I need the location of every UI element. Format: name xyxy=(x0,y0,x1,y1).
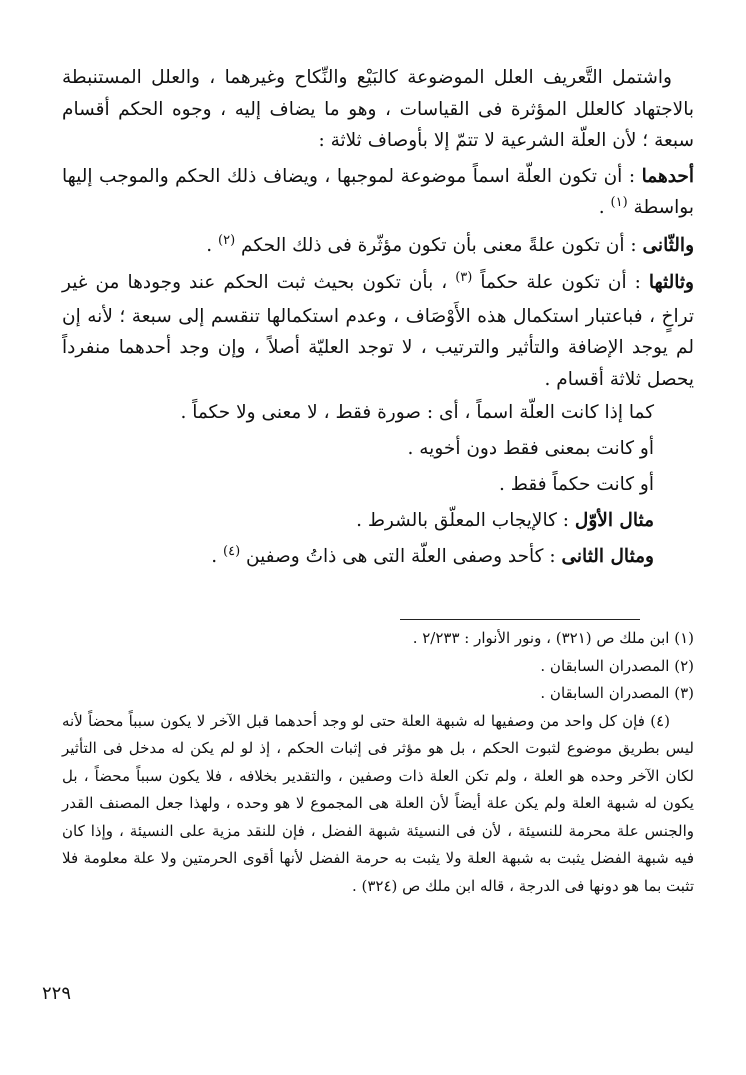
footnote-3: (٣) المصدران السابقان . xyxy=(540,684,694,702)
second-example-text: : كأحد وصفى العلّة التى هى ذاتُ وصفين xyxy=(240,546,562,567)
footnote-separator xyxy=(400,619,640,620)
footnote-1: (١) ابن ملك ص (٣٢١) ، ونور الأنوار : ٢/٢٣٣ . xyxy=(412,629,694,647)
third-condition-text-a: : أن تكون علة حكماً xyxy=(472,272,649,293)
example-line-1: كما إذا كانت العلّة اسماً ، أى : صورة فقط ، لا معنى ولا حكماً . xyxy=(180,402,654,423)
footnote-ref-4[interactable]: (٤) xyxy=(223,544,241,559)
page-number: ٢٢٩ xyxy=(42,983,72,1004)
footnote-ref-3[interactable]: (٣) xyxy=(455,270,473,285)
first-condition-term: أحدهما xyxy=(641,165,694,187)
second-example-end: . xyxy=(211,546,223,567)
second-condition-paragraph xyxy=(62,230,694,264)
second-condition-end: . xyxy=(206,234,219,256)
first-example-term: مثال الأوّل xyxy=(574,510,654,531)
first-condition-end: . xyxy=(598,197,611,218)
example-line-2: أو كانت بمعنى فقط دون أخويه . xyxy=(407,438,654,459)
second-example-term: ومثال الثانى xyxy=(561,546,654,567)
footnote-4: (٤) فإن كل واحد من وصفيها له شبهة العلة حتى لو وجد أحدهما قبل الآخر لا يكون سبباً محضاً لأنه ليس بطريق موضوع لثبوت الحكم ، بل هو مؤثر فى إثبات الحكم ، إذ لو لم يكن له مدخل فى التأثير لكان الآخر وحده هو العلة ، ولم تكن العلة ذات وصفين ، والتقدير بخلافه ، فلا يكون سبباً محضاً ، بل يكون له شبهة العلة ولم يكن علة أيضاً لأن العلة هى المجموع لا هو وحده ، ولهذا جعل المصنف القدر والجنس علة محرمة للنسيئة ، لأن فى النسيئة شبهة الفضل ، فإن للنقد مزية على النسيئة ، وإذا كان فيه شبهة الفضل يثبت به شبهة العلة ولا يثبت به حرمة الفضل لأنها أقوى الحرمتين ولا علة معلومة فلا تثبت بما هو دونها فى الدرجة ، قاله ابن ملك ص (٣٢٤) . xyxy=(62,711,694,895)
first-example-text: : كالإيجاب المعلّق بالشرط . xyxy=(356,510,575,531)
first-condition-paragraph xyxy=(62,161,694,226)
footnotes-section xyxy=(62,625,694,900)
second-condition-term: والثّانى xyxy=(642,234,694,256)
second-condition-text: : أن تكون علةً معنى بأن تكون مؤثّرة فى ذلك الحكم xyxy=(235,234,643,256)
example-line-3: أو كانت حكماً فقط . xyxy=(499,474,654,495)
first-example-line xyxy=(62,503,694,539)
third-condition-paragraph xyxy=(62,267,694,395)
first-condition-text: : أن تكون العلّة اسماً موضوعة لموجبها ، ويضاف ذلك الحكم والموجب إليها بواسطة xyxy=(62,165,694,218)
footnote-ref-1[interactable]: (١) xyxy=(610,195,628,210)
third-condition-text-b: ، بأن تكون بحيث ثبت الحكم عند وجودها من غير تراخٍ ، فباعتبار استكمال هذه الأَوْصَاف ، وعدم استكمالها تنقسم إلى سبعة ؛ لأنه إن لم يوجد الإضافة والتأثير والترتيب ، لا توجد العليّة أصلاً ، وإن وجد أحدهما منفرداً يحصل ثلاثة أقسام . xyxy=(62,272,694,390)
footnote-2: (٢) المصدران السابقان . xyxy=(540,656,694,675)
third-condition-term: وثالثها xyxy=(648,272,694,293)
footnote-ref-2[interactable]: (٢) xyxy=(218,232,236,248)
intro-paragraph: واشتمل التَّعريف العلل الموضوعة كالبَيْع والنِّكاح وغيرهما ، والعلل المستنبطة بالاجتهاد كالعلل المؤثرة فى القياسات ، وهو ما يضاف إليه ، وجوه الحكم أقسام سبعة ؛ لأن العلّة الشرعية لا تتمّ إلا بأوصاف ثلاثة : xyxy=(62,67,694,151)
second-example-line xyxy=(62,539,694,577)
main-text xyxy=(62,62,694,577)
